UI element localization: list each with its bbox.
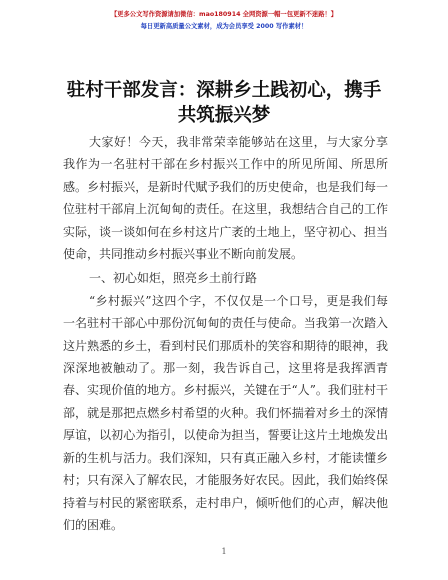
promo-banner-line-2: 每日更新高质量公文素材，成为会员享受 2000 写作素材！: [140, 23, 308, 30]
document-body: [63, 131, 388, 536]
document-title: 驻村干部发言：深耕乡土践初心，携手共筑振兴梦: [66, 80, 382, 126]
section-heading-1: 一、初心如炬，照亮乡土前行路: [89, 271, 258, 286]
page-number: 1: [221, 547, 227, 556]
promo-banner-line-1: 【更多公文写作资源请加微信：mao180914 全网资源一帽一包更新不迷路！】: [110, 11, 338, 18]
paragraph-intro: 大家好！今天，我非常荣幸能够站在这里，与大家分享我作为一名驻村干部在乡村振兴工作中的所见所闻、所思所感。乡村振兴，是新时代赋予我们的历史使命，也是我们每一位驻村干部肩上沉甸甸的责任。在这里，我想结合自己的工作实际，谈一谈如何在乡村这片广袤的土地上，坚守初心、担当使命，共同推动乡村振兴事业不断向前发展。: [63, 135, 388, 262]
paragraph-section-1: “乡村振兴”这四个字，不仅仅是一个口号，更是我们每一名驻村干部心中那份沉甸甸的责任与使命。当我第一次踏入这片熟悉的乡土，看到村民们那质朴的笑容和期待的眼神，我深深地被触动了。那一刻，我告诉自己，这里将是我挥洒青春、实现价值的地方。乡村振兴，关键在于“人”。我们驻村干部，就是那把点燃乡村希望的火种。我们怀揣着对乡土的深情厚谊，以初心为指引，以使命为担当，誓要让这片土地焕发出新的生机与活力。我们深知，只有真正融入乡村，才能读懂乡村；只有深入了解农民，才能服务好农民。因此，我们始终保持着与村民的紧密联系，走村串户，倾听他们的心声，解决他们的困难。: [63, 293, 388, 532]
